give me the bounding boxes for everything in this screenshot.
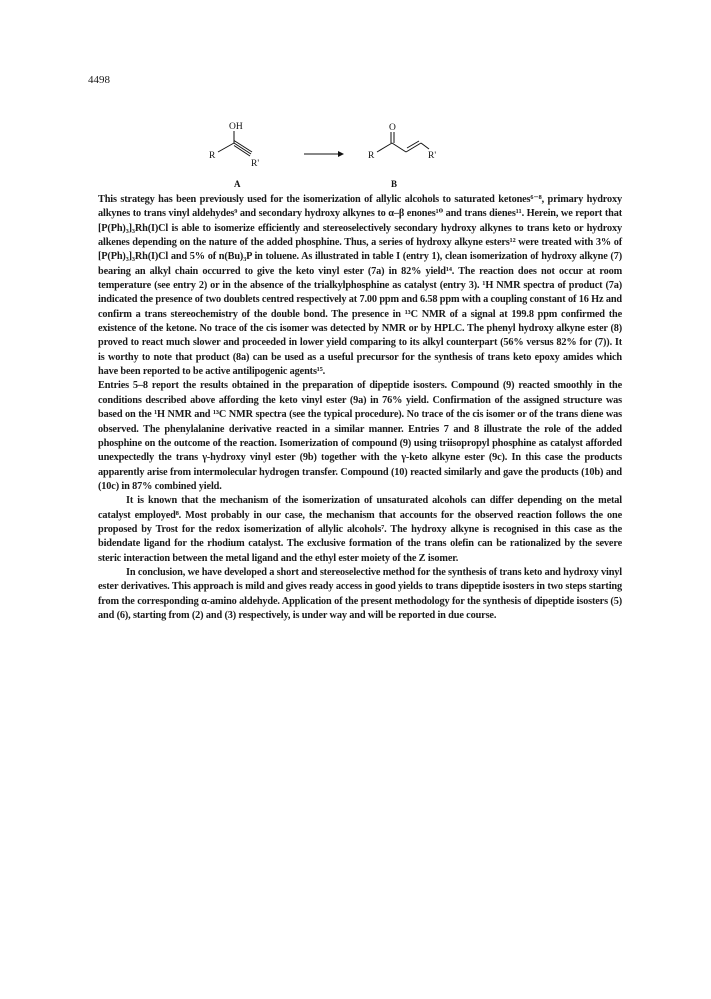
- r-prime-right-label: R': [428, 151, 437, 161]
- reaction-scheme: [196, 118, 456, 196]
- page-number: 4498: [88, 74, 110, 86]
- carbonyl-oxygen-label: O: [389, 123, 396, 133]
- r-prime-left-label: R': [251, 159, 260, 169]
- structure-b: [368, 123, 436, 189]
- r-right-label: R: [368, 151, 375, 161]
- structure-a: [209, 122, 259, 189]
- reaction-arrow: [304, 151, 344, 157]
- paragraph-4: In conclusion, we have developed a short and stereoselective method for the synthesis of trans keto and hydroxy vinyl ester derivatives. This approach is mild and gives ready access in good yields to trans dipeptide isosters in two steps starting from the corresponding α-amino aldehyde. Application of the present methodology for the synthesis of dipeptide isosters (5) and (6), starting from (2) and (3) respectively, is under way and will be reported in due course.: [98, 566, 622, 621]
- structure-b-label: B: [391, 179, 398, 189]
- paragraph-3: It is known that the mechanism of the isomerization of unsaturated alcohols can differ depending on the metal catalyst employed⁸. Most probably in our case, the mechanism that accounts for the observed reaction follows the one proposed by Trost for the redox isomerization of allylic alcohols⁷. The hydroxy alkyne is recognised in this case as the bidendate ligand for the rhodium catalyst. The exclusive formation of the trans olefin can be rationalized by the severe steric interaction between the metal ligand and the ethyl ester moiety of the Z isomer.: [98, 495, 622, 564]
- article-body: [98, 193, 622, 623]
- structure-a-label: A: [234, 179, 241, 189]
- paragraph-1: This strategy has been previously used for the isomerization of allylic alcohols to saturated ketones⁶⁻⁸, primary hydroxy alkynes to trans vinyl aldehydes⁹ and secondary hydroxy alkynes to α–β enones¹⁰ and trans dienes¹¹. Herein, we report that [P(Ph)₃]₃Rh(I)Cl is able to isomerize efficiently and stereoselectively secondary hydroxy alkynes to trans keto or hydroxy alkenes depending on the nature of the added phosphine. Thus, a series of hydroxy alkyne esters¹² were treated with 3% of [P(Ph)₃]₃Rh(I)Cl and 5% of n(Bu)₃P in toluene. As illustrated in table I (entry 1), clean isomerization of hydroxy alkyne (7) bearing an alkyl chain occurred to give the keto vinyl ester (7a) in 82% yield¹⁴. The reaction does not occur at room temperature (see entry 2) or in the absence of the trialkylphosphine as catalyst (entry 3). ¹H NMR spectra of product (7a) indicated the presence of two doublets centred respectively at 7.00 ppm and 6.58 ppm with a coupling constant of 16 Hz and confirm a trans stereochemistry of the double bond. The presence in ¹³C NMR of a signal at 199.8 ppm confirmed the existence of the ketone. No trace of the cis isomer was detected by NMR or by HPLC. The phenyl hydroxy alkyne ester (8) proved to react much slower and proceeded in lower yield comparing to its alkyl counterpart (56% versus 82% for (7)). It is worthy to note that product (8a) can be used as a useful precursor for the synthesis of trans keto epoxy amides which have been reported to be active antilipogenic agents¹⁵.: [98, 194, 622, 378]
- r-left-label: R: [209, 151, 216, 161]
- hydroxyl-label: OH: [229, 122, 243, 132]
- paragraph-2: Entries 5–8 report the results obtained in the preparation of dipeptide isosters. Compound (9) reacted smoothly in the conditions described above affording the keto vinyl ester (9a) in 76% yield. Confirmation of the assigned structure was based on the ¹H NMR and ¹³C NMR spectra (see the typical procedure). No trace of the cis isomer or of the trans diene was observed. The phenylalanine derivative reacted in a similar manner. Entries 7 and 8 illustrate the role of the added phosphine on the outcome of the reaction. Isomerization of compound (9) using triisopropyl phosphine as catalyst afforded unexpectedly the trans γ-hydroxy vinyl ester (9b) together with the γ-keto alkyne ester (9c). In this case the products apparently arise from intermolecular hydrogen transfer. Compound (10) reacted similarly and gave the products (10b) and (10c) in 87% combined yield.: [98, 380, 622, 492]
